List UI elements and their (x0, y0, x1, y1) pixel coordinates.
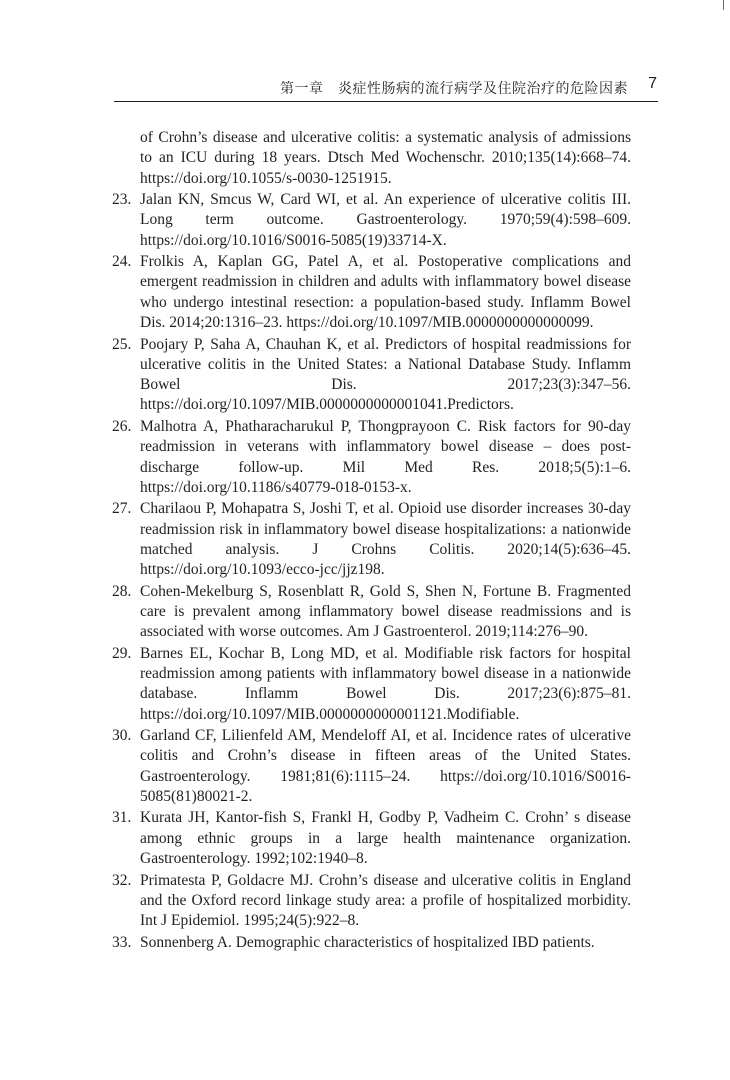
reference-22-continued (112, 128, 631, 189)
reference-28 (112, 582, 631, 643)
reference-33 (112, 933, 631, 953)
reference-text: of Crohn’s disease and ulcerative colitis: a systematic analysis of admissions to an ICU during 18 years. Dtsch Med Wochenschr. 2010;135(14):668–74. https://doi.org/10.1055/s-0030-1251915. (140, 129, 631, 187)
reference-text: Cohen-Mekelburg S, Rosenblatt R, Gold S, Shen N, Fortune B. Fragmented care is prevalent among inflammatory bowel disease readmissions and is associated with worse outcomes. Am J Gastroenterol. 2019;114:276–90. (140, 582, 631, 641)
reference-26 (112, 417, 631, 498)
reference-text: Frolkis A, Kaplan GG, Patel A, et al. Postoperative complications and emergent readmission in children and adults with inflammatory bowel disease who undergo intestinal resection: a population-based study. Inflamm Bowel Dis. 2014;20:1316–23. https://doi.org/10.1097/MIB.0000000000000099. (140, 253, 631, 332)
reference-text: Charilaou P, Mohapatra S, Joshi T, et al. Opioid use disorder increases 30-day readmission risk in inflammatory bowel disease hospitalizations: a nationwide matched analysis. J Crohns Colitis. 2020;14(5):636–45. https://doi.org/10.1093/ecco-jcc/jjz198. (140, 500, 631, 579)
header-rule (114, 101, 658, 102)
page-number: 7 (648, 75, 657, 92)
reference-text: Kurata JH, Kantor-fish S, Frankl H, Godby P, Vadheim C. Crohn’ s disease among ethnic groups in a large health maintenance organization. Gastroenterology. 1992;102:1940–8. (140, 809, 631, 868)
reference-29 (112, 644, 631, 725)
reference-32 (112, 871, 631, 932)
reference-23 (112, 190, 631, 251)
reference-text: Garland CF, Lilienfeld AM, Mendeloff AI, et al. Incidence rates of ulcerative colitis and Crohn’s disease in fifteen areas of the United States. Gastroenterology. 1981;81(6):1115–24. https://doi.org/10.1016/S0016-5085(81)80021-2. (140, 727, 631, 805)
running-title: 第一章 炎症性肠病的流行病学及住院治疗的危险因素 (280, 81, 628, 97)
reference-number: 32. (112, 871, 132, 889)
reference-27 (112, 499, 631, 580)
reference-number: 26. (112, 417, 132, 435)
reference-text: Malhotra A, Phatharacharukul P, Thongprayoon C. Risk factors for 90-day readmission in veterans with inflammatory bowel disease – does post-discharge follow-up. Mil Med Res. 2018;5(5):1–6. https://doi.org/10.1186/s40779-018-0153-x. (140, 417, 631, 496)
reference-text: Jalan KN, Smcus W, Card WI, et al. An experience of ulcerative colitis III. Long term outcome. Gastroenterology. 1970;59(4):598–609. https://doi.org/10.1016/S0016-5085(19)33714-X. (140, 191, 631, 249)
reference-24 (112, 252, 631, 333)
reference-number: 33. (112, 933, 132, 951)
reference-25 (112, 335, 631, 416)
reference-number: 27. (112, 500, 132, 518)
reference-number: 23. (112, 191, 132, 209)
reference-text: Poojary P, Saha A, Chauhan K, et al. Predictors of hospital readmissions for ulcerative colitis in the United States: a National Database Study. Inflamm Bowel Dis. 2017;23(3):347–56. https://doi.org/10.1097/MIB.0000000000001041.Predictors. (140, 335, 631, 414)
reference-text: Primatesta P, Goldacre MJ. Crohn’s disease and ulcerative colitis in England and the Oxford record linkage study area: a profile of hospitalized morbidity. Int J Epidemiol. 1995;24(5):922–8. (140, 871, 631, 930)
reference-number: 30. (112, 727, 132, 745)
reference-number: 24. (112, 253, 132, 271)
reference-31 (112, 808, 631, 869)
reference-text: Barnes EL, Kochar B, Long MD, et al. Modifiable risk factors for hospital readmission among patients with inflammatory bowel disease in a nationwide database. Inflamm Bowel Dis. 2017;23(6):875–81. https://doi.org/10.1097/MIB.0000000000001121.Modifiable. (140, 644, 631, 723)
reference-30 (112, 726, 631, 807)
reference-number: 31. (112, 809, 132, 827)
reference-number: 25. (112, 335, 132, 353)
reference-number: 28. (112, 582, 132, 600)
reference-list (112, 128, 631, 953)
reference-number: 29. (112, 644, 132, 662)
running-head (114, 74, 658, 102)
reference-text: Sonnenberg A. Demographic characteristics of hospitalized IBD patients. (140, 933, 595, 951)
corner-mark (723, 0, 724, 10)
